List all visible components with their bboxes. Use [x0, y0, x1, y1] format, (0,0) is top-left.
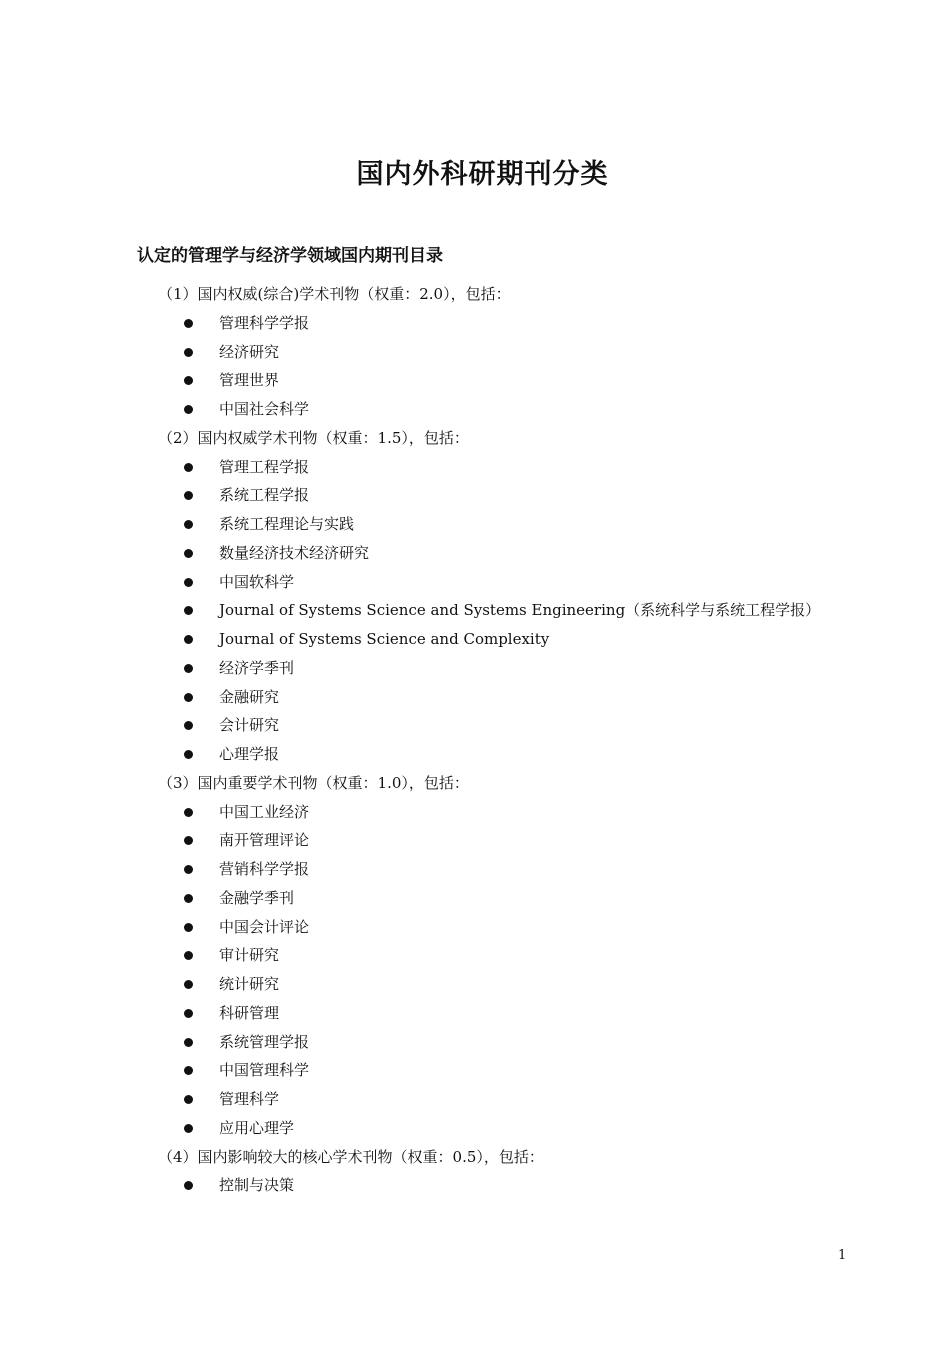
journal-name: 营销科学学报 [219, 860, 310, 878]
bullet-icon [184, 1124, 193, 1133]
journal-name: 经济研究 [219, 342, 280, 361]
journal-list-item [0, 654, 950, 683]
journal-list-item [0, 1171, 950, 1200]
bullet-icon [184, 951, 193, 960]
journal-name: 统计研究 [219, 975, 280, 993]
journal-list-item [0, 568, 950, 597]
journal-list-item [0, 309, 950, 338]
journal-name: 南开管理评论 [219, 831, 310, 850]
journal-list-item [0, 711, 950, 740]
bullet-icon [184, 463, 193, 472]
journal-name: 中国工业经济 [219, 802, 310, 821]
journal-name: 管理世界 [219, 371, 280, 390]
journal-name: 中国管理科学 [219, 1061, 310, 1080]
journal-name: 金融学季刊 [219, 888, 295, 907]
journal-list-item [0, 453, 950, 482]
bullet-icon [184, 1009, 193, 1018]
journal-name: 金融研究 [219, 687, 280, 706]
journal-name: 系统工程理论与实践 [219, 515, 355, 533]
journal-list-item [0, 941, 950, 970]
bullet-icon [184, 693, 193, 702]
bullet-icon [184, 1038, 193, 1047]
bullet-icon [184, 578, 193, 587]
journal-list-item [0, 884, 950, 913]
journal-name: 应用心理学 [219, 1118, 295, 1137]
category-heading: （1）国内权威(综合)学术刊物（权重：2.0），包括： [158, 285, 511, 303]
journal-list-item [0, 395, 950, 424]
journal-name: 科研管理 [219, 1003, 280, 1022]
bullet-icon [184, 865, 193, 874]
journal-list-item [0, 539, 950, 568]
journal-list-item [0, 740, 950, 769]
journal-list-item [0, 1056, 950, 1085]
bullet-icon [184, 1181, 193, 1190]
bullet-icon [184, 319, 193, 328]
journal-name: 经济学季刊 [219, 658, 295, 677]
journal-list-item [0, 596, 950, 625]
bullet-icon [184, 836, 193, 845]
bullet-icon [184, 376, 193, 385]
bullet-icon [184, 664, 193, 673]
journal-list-item [0, 625, 950, 654]
bullet-icon [184, 808, 193, 817]
journal-name: 控制与决策 [219, 1176, 295, 1195]
journal-list-item [0, 338, 950, 367]
journal-list-item [0, 366, 950, 395]
category-heading: （2）国内权威学术刊物（权重：1.5），包括： [158, 428, 469, 447]
journal-name: 会计研究 [219, 716, 280, 735]
bullet-icon [184, 721, 193, 730]
journal-name: 管理科学 [219, 1090, 280, 1108]
journal-list [0, 280, 950, 1200]
bullet-icon [184, 549, 193, 558]
journal-list-item [0, 1114, 950, 1143]
journal-name: 数量经济技术经济研究 [219, 543, 370, 562]
page-number: 1 [838, 1248, 847, 1263]
journal-list-item [0, 826, 950, 855]
bullet-icon [184, 520, 193, 529]
journal-list-item [0, 970, 950, 999]
journal-name: 系统管理学报 [219, 1032, 310, 1051]
bullet-icon [184, 980, 193, 989]
bullet-icon [184, 635, 193, 644]
bullet-icon [184, 405, 193, 414]
category-heading: （3）国内重要学术刊物（权重：1.0），包括： [158, 773, 469, 792]
bullet-icon [184, 750, 193, 759]
journal-list-item [0, 855, 950, 884]
journal-name: Journal of Systems Science and Systems Engineering（系统科学与系统工程学报） [219, 601, 821, 620]
bullet-icon [184, 1066, 193, 1075]
journal-name: 审计研究 [219, 946, 280, 965]
bullet-icon [184, 491, 193, 500]
journal-name: 中国社会科学 [219, 400, 310, 418]
bullet-icon [184, 348, 193, 357]
bullet-icon [184, 1095, 193, 1104]
journal-name: 中国会计评论 [219, 917, 310, 936]
journal-name: Journal of Systems Science and Complexity [219, 630, 550, 648]
journal-list-item [0, 1085, 950, 1114]
journal-list-item [0, 1028, 950, 1057]
bullet-icon [184, 606, 193, 615]
journal-list-item [0, 999, 950, 1028]
journal-list-item [0, 683, 950, 712]
bullet-icon [184, 923, 193, 932]
journal-list-item [0, 798, 950, 827]
bullet-icon [184, 894, 193, 903]
journal-name: 系统工程学报 [219, 486, 310, 505]
journal-list-item [0, 481, 950, 510]
journal-name: 管理科学学报 [219, 313, 310, 332]
journal-name: 管理工程学报 [219, 457, 310, 476]
journal-list-item [0, 510, 950, 539]
journal-list-item [0, 913, 950, 942]
section-heading: 认定的管理学与经济学领域国内期刊目录 [137, 246, 443, 266]
page-title: 国内外科研期刊分类 [356, 159, 609, 190]
category-heading: （4）国内影响较大的核心学术刊物（权重：0.5），包括： [158, 1147, 544, 1166]
journal-name: 中国软科学 [219, 572, 295, 591]
journal-name: 心理学报 [219, 745, 280, 763]
